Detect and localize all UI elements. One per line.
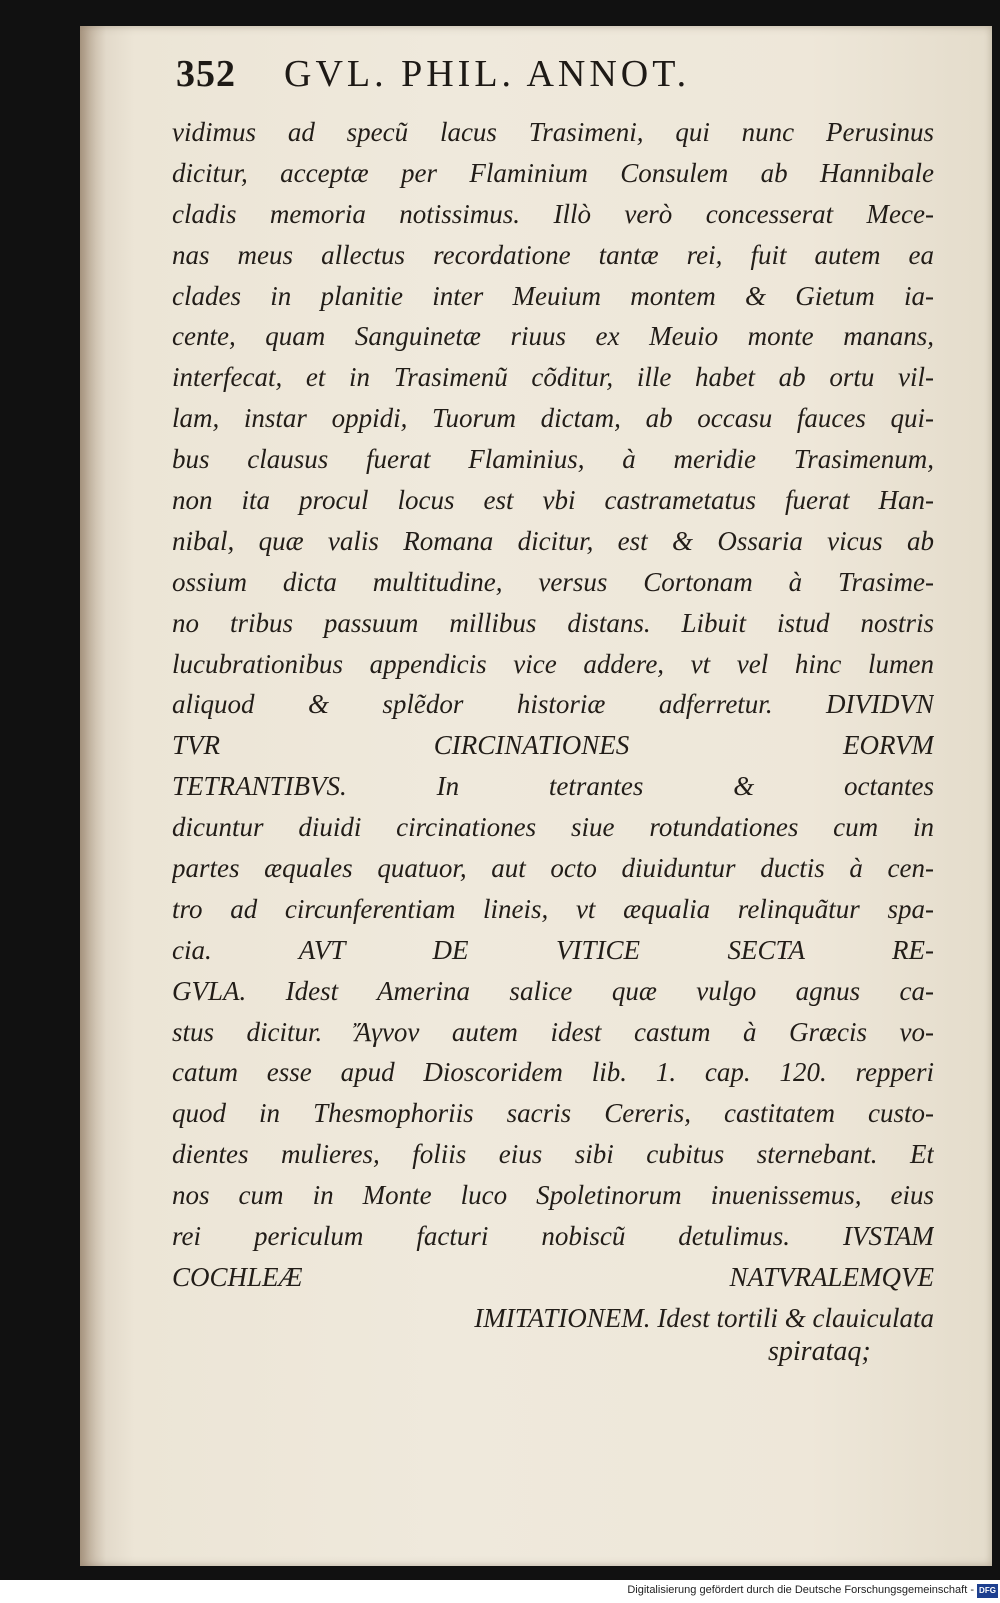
text-line: no tribus passuum millibus distans. Libuit istud nostris: [172, 607, 934, 638]
text-line: vidimus ad specũ lacus Trasimeni, qui nunc Perusinus: [172, 117, 934, 147]
text-line: rei periculum facturi nobiscũ detulimus. IVSTAM: [172, 1221, 934, 1252]
text-line: quod in Thesmophoriis sacris Cereris, castitatem custo-: [172, 1098, 934, 1129]
text-line: nibal, quæ valis Romana dicitur, est & Ossaria vicus ab: [172, 525, 934, 556]
text-line: IMITATIONEM. Idest tortili & clauiculata: [474, 1302, 934, 1333]
text-line: cia. AVT DE VITICE SECTA RE-: [172, 934, 934, 965]
text-line: TVR CIRCINATIONES EORVM: [172, 730, 934, 761]
page-header: [176, 52, 896, 104]
text-line: stus dicitur. Ἄγνον autem idest castum à Græcis vo-: [172, 1016, 934, 1047]
funding-credit: Digitalisierung gefördert durch die Deutsche Forschungsgemeinschaft -: [627, 1584, 974, 1596]
text-line: nas meus allectus recordatione tantæ rei, fuit autem ea: [172, 239, 934, 270]
text-line: dientes mulieres, foliis eius sibi cubitus sternebant. Et: [172, 1139, 934, 1170]
body-text: [172, 112, 934, 1339]
text-line: lam, instar oppidi, Tuorum dictam, ab occasu fauces qui-: [172, 403, 934, 434]
page-number: 352: [176, 53, 236, 95]
text-line: catum esse apud Dioscoridem lib. 1. cap. 120. repperi: [172, 1057, 934, 1088]
text-line: lucubrationibus appendicis vice addere, vt vel hinc lumen: [172, 648, 934, 679]
text-line: partes æquales quatuor, aut octo diuiduntur ductis à cen-: [172, 853, 934, 884]
text-line: cente, quam Sanguinetæ riuus ex Meuio monte manans,: [172, 321, 934, 352]
text-line: nos cum in Monte luco Spoletinorum inuenissemus, eius: [172, 1180, 934, 1211]
text-line: aliquod & splẽdor historiæ adferretur. DIVIDVN: [172, 689, 934, 720]
text-line: cladis memoria notissimus. Illò verò concesserat Mece-: [172, 198, 934, 229]
footer-bar: [0, 1580, 1000, 1603]
dfg-logo-icon: DFG: [977, 1584, 998, 1598]
text-line: GVLA. Idest Amerina salice quæ vulgo agnus ca-: [172, 975, 934, 1006]
text-line: dicitur, acceptæ per Flaminium Consulem ab Hannibale: [172, 157, 934, 188]
text-line: interfecat, et in Trasimenũ cõditur, ille habet ab ortu vil-: [172, 362, 934, 393]
text-line: non ita procul locus est vbi castrametatus fuerat Han-: [172, 485, 934, 516]
text-line: TETRANTIBVS. In tetrantes & octantes: [172, 771, 934, 802]
catchword: spirataq;: [768, 1336, 871, 1367]
text-line: COCHLEÆ NATVRALEMQVE: [172, 1261, 934, 1292]
text-line: clades in planitie inter Meuium montem & Gietum ia-: [172, 280, 934, 311]
text-line: bus clausus fuerat Flaminius, à meridie Trasimenum,: [172, 444, 934, 475]
text-line: dicuntur diuidi circinationes siue rotundationes cum in: [172, 812, 934, 843]
text-line: tro ad circunferentiam lineis, vt æqualia relinquãtur spa-: [172, 893, 934, 924]
text-line: ossium dicta multitudine, versus Cortonam à Trasime-: [172, 566, 934, 597]
running-head: GVL. PHIL. ANNOT.: [284, 53, 691, 95]
